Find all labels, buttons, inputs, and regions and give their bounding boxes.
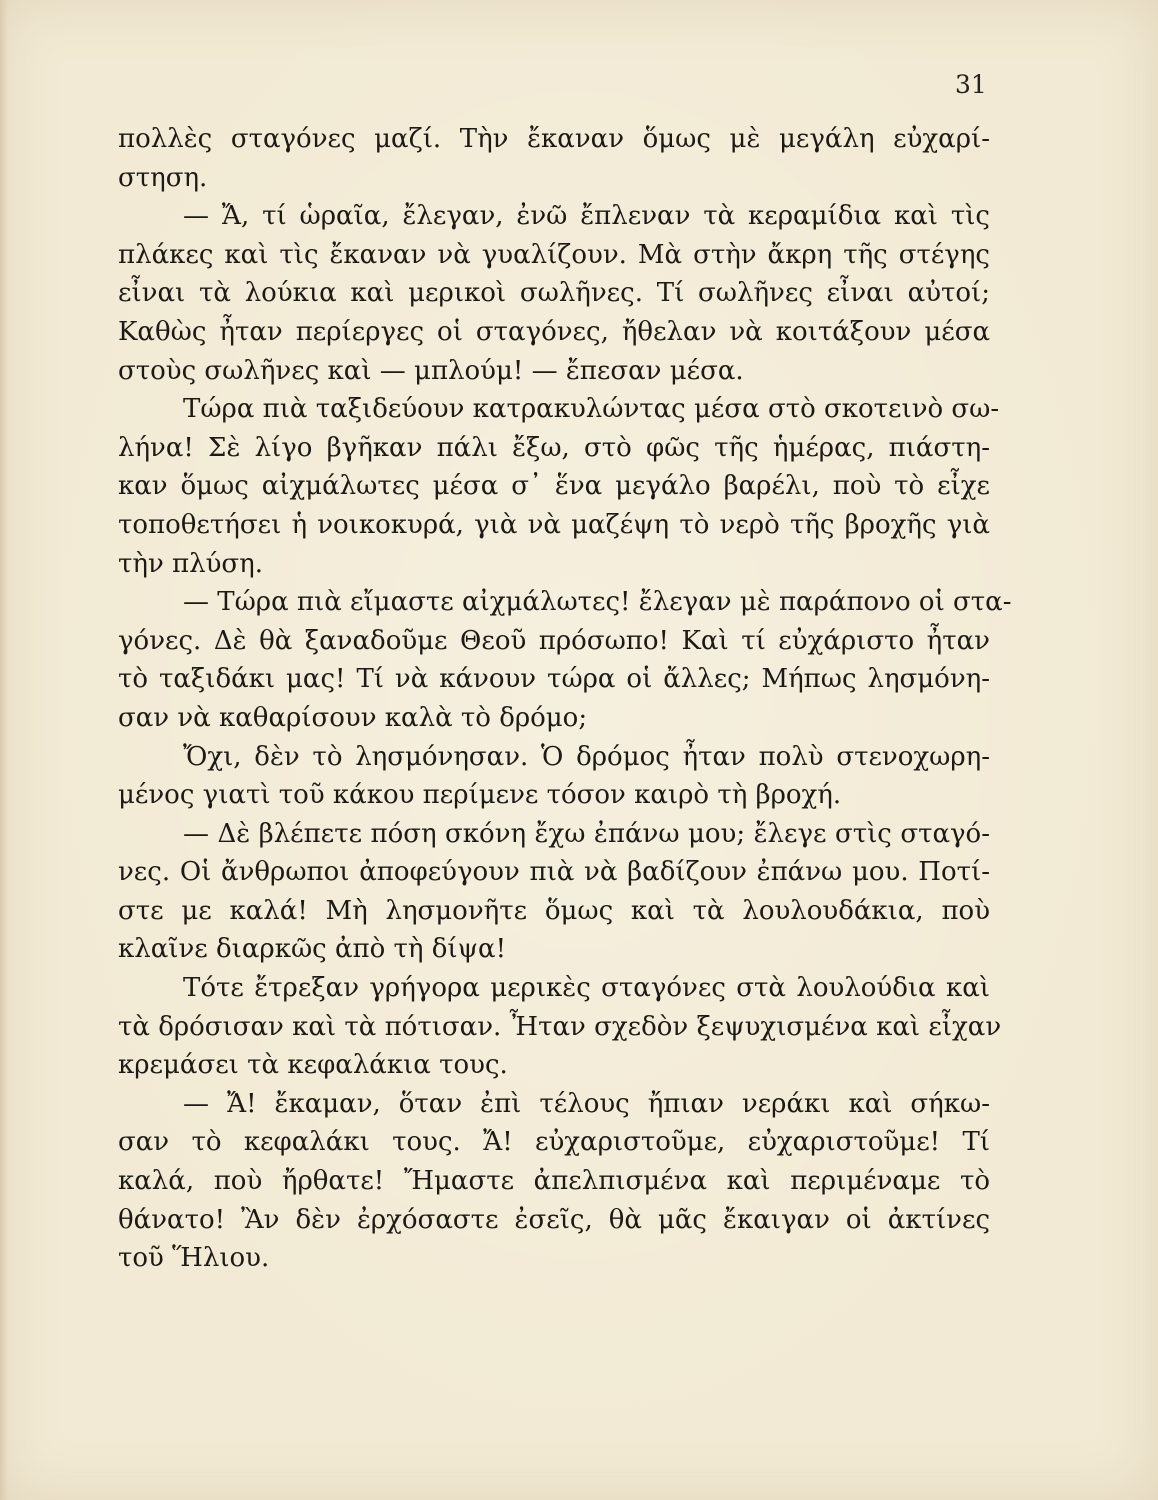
text-line: — Δὲ βλέπετε πόση σκόνη ἔχω ἐπάνω μου; ἔλεγε στὶς σταγό- — [183, 818, 990, 849]
text-line: Τότε ἔτρεξαν γρήγορα μερικὲς σταγόνες στὰ λουλούδια καὶ — [183, 973, 990, 1004]
text-line: τοῦ Ἥλιου. — [118, 1243, 270, 1274]
text-line: τὰ δρόσισαν καὶ τὰ πότισαν. Ἦταν σχεδὸν ξεψυχισμένα καὶ εἶχαν — [118, 1011, 1002, 1042]
page-number: 31 — [955, 70, 987, 99]
text-line: — Τώρα πιὰ εἴμαστε αἰχμάλωτες! ἔλεγαν μὲ παράπονο οἱ στα- — [183, 587, 1012, 618]
text-line: πολλὲς σταγόνες μαζί. Τὴν ἔκαναν ὅμως μὲ μεγάλη εὐχαρί- — [118, 124, 990, 154]
text-line: κλαῖνε διαρκῶς ἀπὸ τὴ δίψα! — [118, 934, 507, 965]
text-line: Ὄχι, δὲν τὸ λησμόνησαν. Ὁ δρόμος ἦταν πολὺ στενοχωρη- — [183, 741, 990, 772]
text-line: καν ὅμως αἰχμάλωτες μέσα σ᾽ ἕνα μεγάλο βαρέλι, ποὺ τὸ εἶχε — [118, 471, 990, 502]
body-text — [118, 120, 1012, 1278]
text-line: καλά, ποὺ ἤρθατε! Ἤμαστε ἀπελπισμένα καὶ περιμέναμε τὸ — [118, 1166, 990, 1197]
text-line: — Ἄ! ἔκαμαν, ὅταν ἐπὶ τέλους ἤπιαν νεράκι καὶ σήκω- — [183, 1088, 990, 1119]
text-line: σαν νὰ καθαρίσουν καλὰ τὸ δρόμο; — [118, 702, 588, 733]
text-line: τὸ ταξιδάκι μας! Τί νὰ κάνουν τώρα οἱ ἄλλες; Μήπως λησμόνη- — [118, 664, 990, 695]
text-line: λήνα! Σὲ λίγο βγῆκαν πάλι ἔξω, στὸ φῶς τῆς ἡμέρας, πιάστη- — [118, 432, 990, 463]
text-line: Καθὼς ἦταν περίεργες οἱ σταγόνες, ἤθελαν νὰ κοιτάξουν μέσα — [118, 316, 990, 347]
text-line: σαν τὸ κεφαλάκι τους. Ἄ! εὐχαριστοῦμε, εὐχαριστοῦμε! Τί — [118, 1127, 990, 1158]
page-edge — [0, 0, 8, 1500]
text-line: τὴν πλύση. — [118, 548, 263, 579]
text-line: πλάκες καὶ τὶς ἔκαναν νὰ γυαλίζουν. Μὰ στὴν ἄκρη τῆς στέγης — [118, 239, 990, 270]
text-line: στοὺς σωλῆνες καὶ — μπλούμ! — ἔπεσαν μέσα. — [118, 355, 744, 386]
text-line: μένος γιατὶ τοῦ κάκου περίμενε τόσον καιρὸ τὴ βροχή. — [118, 780, 842, 811]
text-line: γόνες. Δὲ θὰ ξαναδοῦμε Θεοῦ πρόσωπο! Καὶ τί εὐχάριστο ἦταν — [118, 625, 990, 656]
text-line: εἶναι τὰ λούκια καὶ μερικοὶ σωλῆνες. Τί σωλῆνες εἶναι αὐτοί; — [118, 278, 990, 309]
text-line: στε με καλά! Μὴ λησμονῆτε ὅμως καὶ τὰ λουλουδάκια, ποὺ — [118, 895, 990, 926]
text-line: νες. Οἱ ἄνθρωποι ἀποφεύγουν πιὰ νὰ βαδίζουν ἐπάνω μου. Ποτί- — [118, 857, 990, 888]
text-line: κρεμάσει τὰ κεφαλάκια τους. — [118, 1050, 508, 1081]
text-line: — Ἄ, τί ὡραῖα, ἔλεγαν, ἐνῶ ἔπλεναν τὰ κεραμίδια καὶ τὶς — [183, 201, 990, 232]
text-line: τοποθετήσει ἡ νοικοκυρά, γιὰ νὰ μαζέψη τὸ νερὸ τῆς βροχῆς γιὰ — [118, 509, 990, 540]
text-line: στηση. — [118, 162, 208, 193]
text-line: Τώρα πιὰ ταξιδεύουν κατρακυλώντας μέσα στὸ σκοτεινὸ σω- — [183, 394, 1000, 425]
text-line: θάνατο! Ἂν δὲν ἐρχόσαστε ἐσεῖς, θὰ μᾶς ἔκαιγαν οἱ ἀκτίνες — [118, 1204, 990, 1235]
